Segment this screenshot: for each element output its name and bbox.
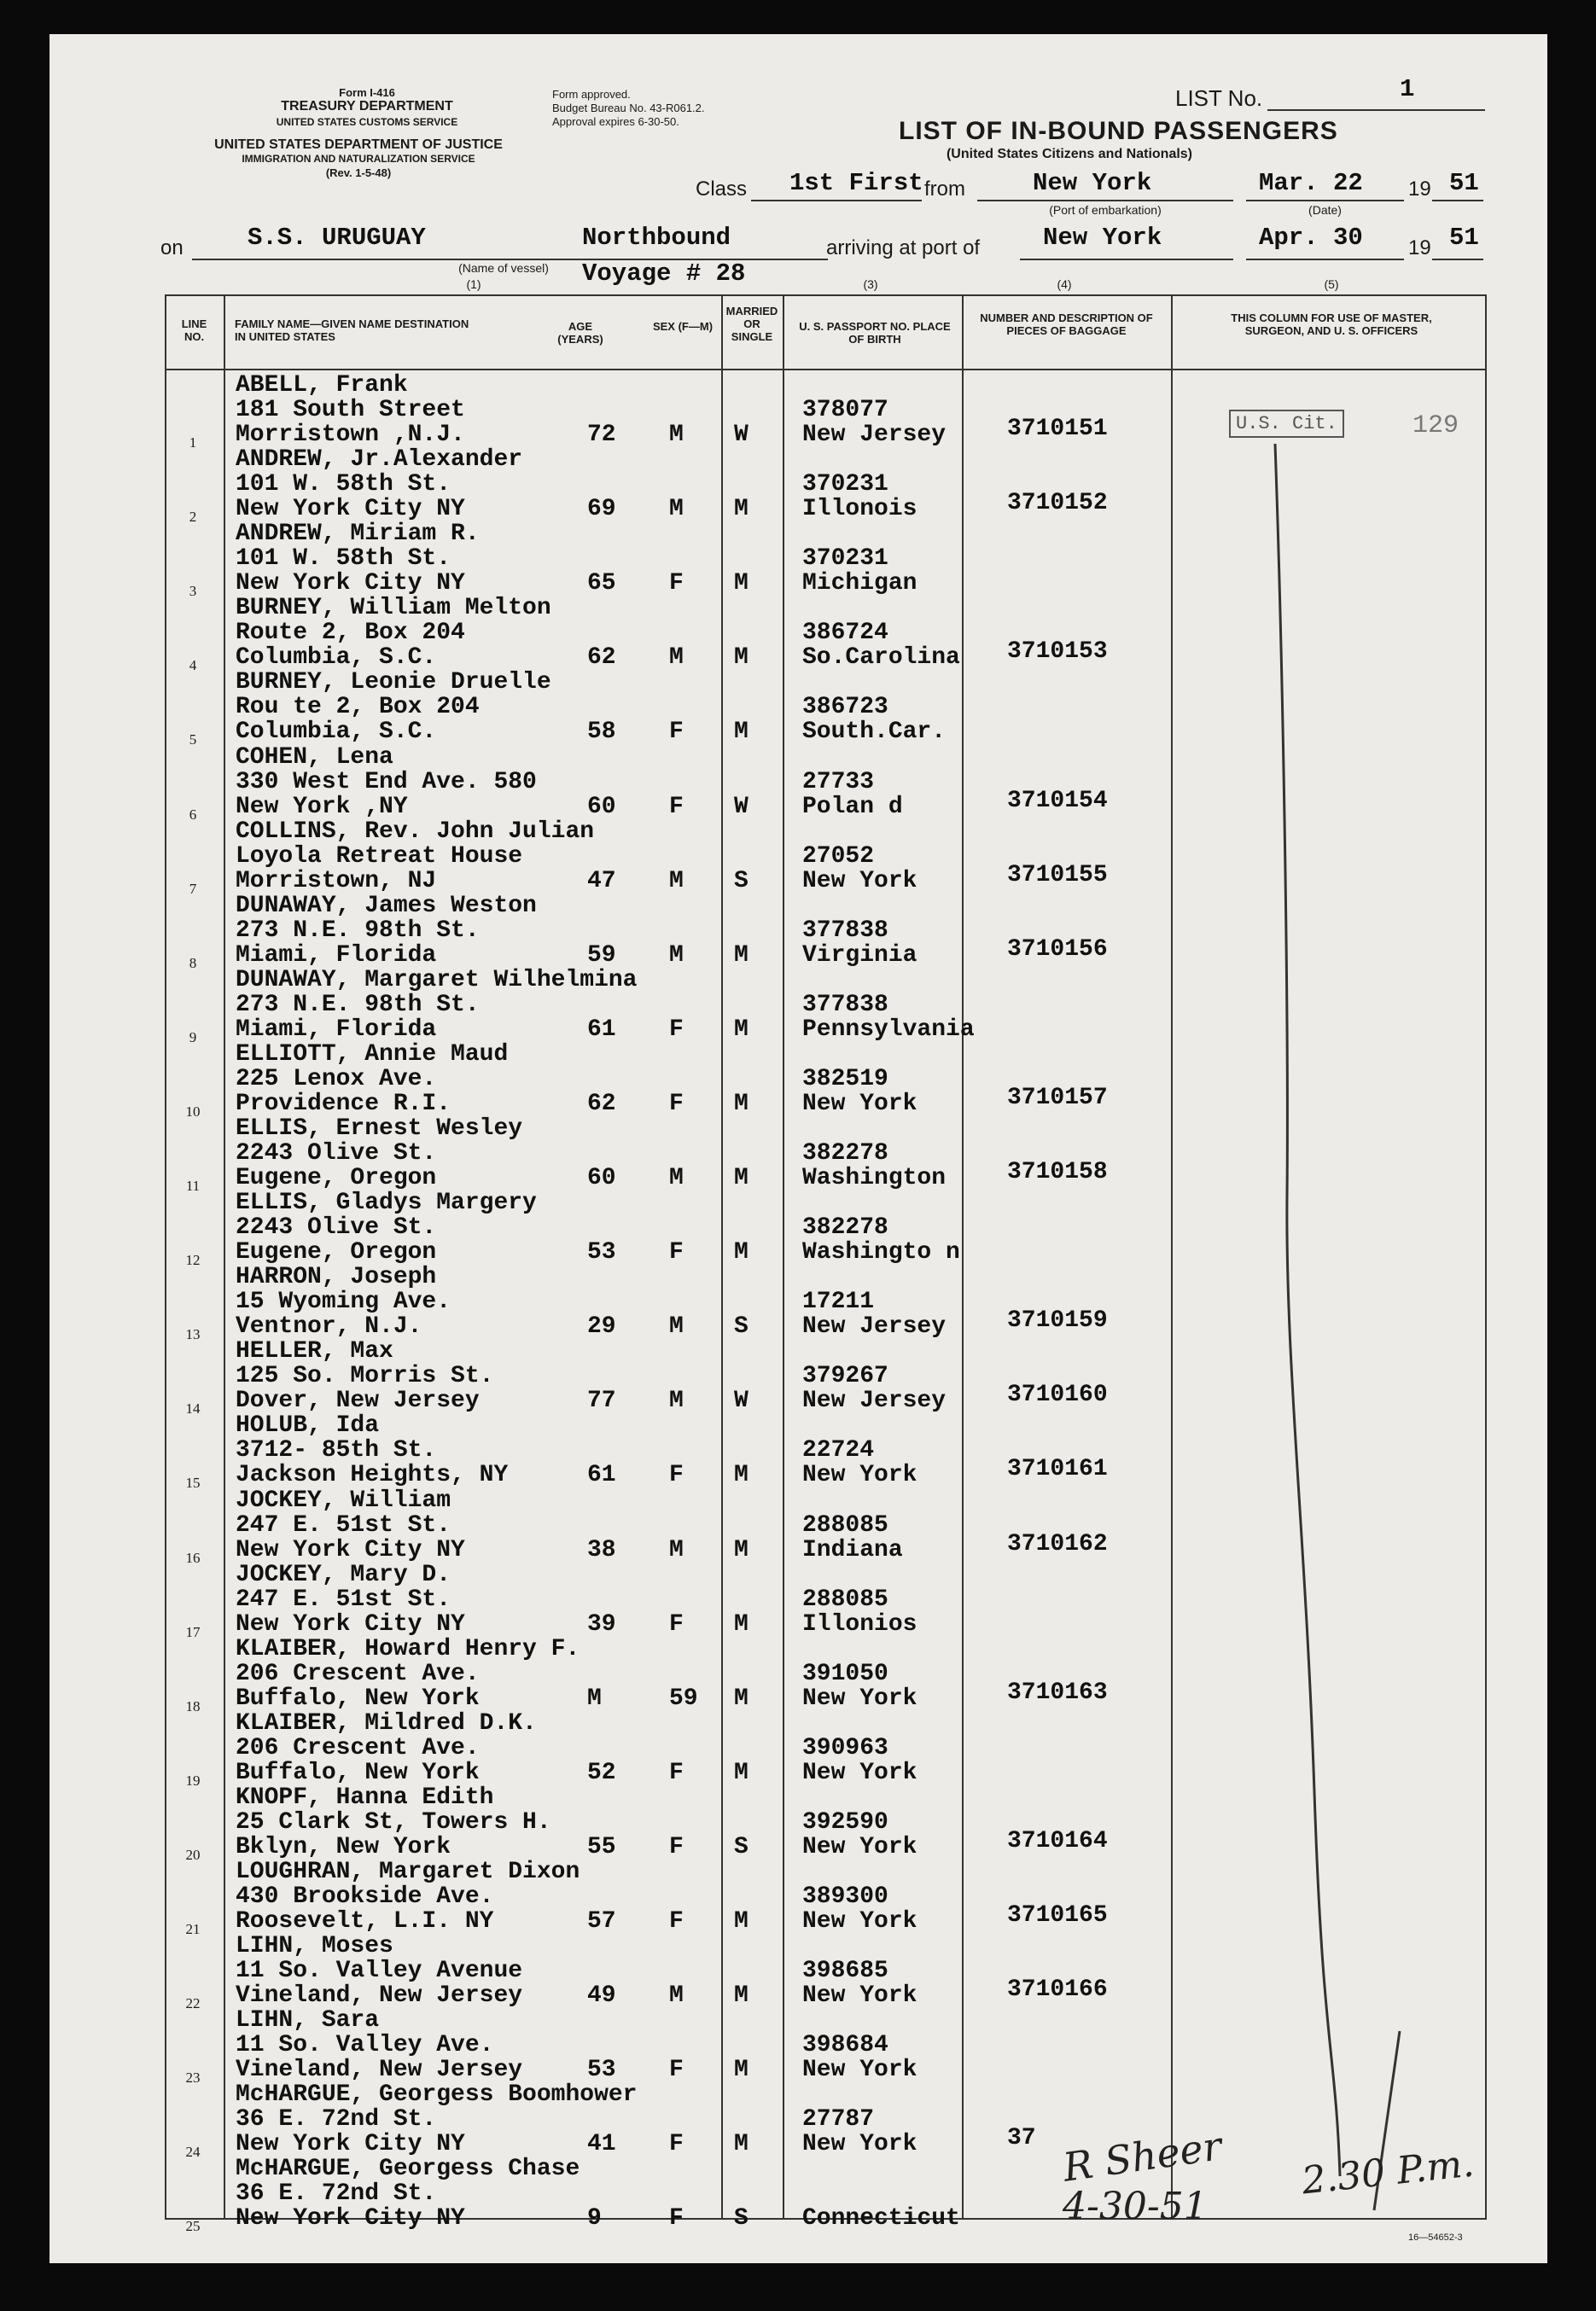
passenger-name: COLLINS, Rev. John Julian <box>236 818 595 845</box>
place-of-birth: New Jersey <box>802 422 947 448</box>
marital-status: S <box>734 868 748 894</box>
vessel-caption: (Name of vessel) <box>458 261 549 275</box>
baggage-number: 3710160 <box>1007 1382 1108 1408</box>
age: 52 <box>587 1760 616 1786</box>
age: 57 <box>587 1908 616 1935</box>
passenger-name: DUNAWAY, James Weston <box>236 893 537 919</box>
baggage-number: 3710157 <box>1007 1085 1108 1111</box>
age: 55 <box>587 1834 616 1860</box>
address-line-1: 273 N.E. 98th St. <box>236 992 480 1018</box>
marital-status: M <box>734 2131 748 2157</box>
arrival-date: Apr. 30 <box>1259 224 1363 252</box>
passenger-name: ANDREW, Jr.Alexander <box>236 446 523 473</box>
place-of-birth: Washington <box>802 1165 947 1191</box>
passport-number: 386723 <box>802 694 888 720</box>
passport-number: 382278 <box>802 1214 888 1241</box>
address-line-1: 273 N.E. 98th St. <box>236 917 480 944</box>
date-caption: (Date) <box>1308 203 1342 217</box>
address-line-1: 11 So. Valley Avenue <box>236 1958 523 1984</box>
address-line-1: 206 Crescent Ave. <box>236 1661 480 1687</box>
marital-status: M <box>734 1685 748 1712</box>
baggage-number: 3710154 <box>1007 788 1108 814</box>
address-line-2: Morristown, NJ <box>236 868 437 894</box>
voyage-number: Voyage # 28 <box>582 259 746 288</box>
passport-number: 27733 <box>802 769 875 795</box>
header-age: AGE (YEARS) <box>557 320 603 346</box>
place-of-birth: New York <box>802 1834 917 1860</box>
passenger-name: ANDREW, Miriam R. <box>236 521 480 547</box>
baggage-number: 3710159 <box>1007 1307 1108 1334</box>
age: 47 <box>587 868 616 894</box>
sex: F <box>669 1760 684 1786</box>
address-line-1: Loyola Retreat House <box>236 843 523 870</box>
passport-number: 379267 <box>802 1363 888 1389</box>
age: 65 <box>587 570 616 597</box>
place-of-birth: New York <box>802 1982 917 2009</box>
line-number: 12 <box>185 1252 201 1268</box>
line-number: 17 <box>185 1624 201 1640</box>
marital-status: M <box>734 570 748 597</box>
direction: Northbound <box>582 224 731 252</box>
sex: M <box>669 942 684 969</box>
header-married: MARRIED OR SINGLE <box>725 305 778 343</box>
place-of-birth: Polan d <box>802 794 903 820</box>
line-number: 8 <box>189 955 197 971</box>
address-line-1: 101 W. 58th St. <box>236 545 451 572</box>
sex: M <box>669 1388 684 1414</box>
marital-status: M <box>734 1239 748 1266</box>
place-of-birth: New York <box>802 1462 917 1488</box>
form-subtitle: (United States Citizens and Nationals) <box>946 147 1193 161</box>
place-of-birth: New York <box>802 1908 917 1935</box>
passenger-name: McHARGUE, Georgess Boomhower <box>236 2081 638 2108</box>
marital-status: M <box>734 1165 748 1191</box>
passenger-name: COHEN, Lena <box>236 744 393 771</box>
sex: F <box>669 2205 684 2232</box>
from-port: New York <box>1033 169 1152 197</box>
officer-signature: R Sheer <box>1060 2122 1225 2191</box>
age: 53 <box>587 2057 616 2083</box>
rev-date: (Rev. 1-5-48) <box>325 166 392 179</box>
passenger-name: LOUGHRAN, Margaret Dixon <box>236 1859 580 1885</box>
place-of-birth: New York <box>802 1685 917 1712</box>
citizen-stamp: U.S. Cit. <box>1229 410 1344 438</box>
address-line-2: Providence R.I. <box>236 1091 451 1117</box>
age: 60 <box>587 1165 616 1191</box>
address-line-2: New York City NY <box>236 2205 465 2232</box>
line-number: 10 <box>185 1103 201 1120</box>
age: 49 <box>587 1982 616 2009</box>
address-line-1: Rou te 2, Box 204 <box>236 694 480 720</box>
sex: M <box>669 1165 684 1191</box>
passport-number: 22724 <box>802 1437 875 1464</box>
passenger-name: ELLIOTT, Annie Maud <box>236 1041 509 1068</box>
embarkation-date: Mar. 22 <box>1259 169 1363 197</box>
address-line-1: 206 Crescent Ave. <box>236 1735 480 1761</box>
header-sex: SEX (F—M) <box>652 320 714 333</box>
passenger-name: ABELL, Frank <box>236 372 408 399</box>
address-line-2: New York City NY <box>236 2131 465 2157</box>
line-number: 13 <box>185 1326 201 1342</box>
marital-status: M <box>734 942 748 969</box>
line-number: 6 <box>189 806 197 823</box>
address-line-2: Columbia, S.C. <box>236 719 437 745</box>
on-label: on <box>160 236 183 259</box>
treasury-dept: TREASURY DEPARTMENT <box>281 99 453 114</box>
port-embarkation-caption: (Port of embarkation) <box>1049 203 1162 217</box>
age: 62 <box>587 1091 616 1117</box>
place-of-birth: New York <box>802 1091 917 1117</box>
header-passport: U. S. PASSPORT NO. PLACE OF BIRTH <box>799 320 951 346</box>
line-number: 15 <box>185 1475 201 1491</box>
address-line-2: Buffalo, New York <box>236 1760 480 1786</box>
address-line-1: Route 2, Box 204 <box>236 620 465 646</box>
baggage-number: 3710164 <box>1007 1828 1108 1854</box>
passenger-name: HELLER, Max <box>236 1338 393 1365</box>
passport-number: 377838 <box>802 917 888 944</box>
passport-number: 389300 <box>802 1883 888 1910</box>
approval-expires: Approval expires 6-30-50. <box>552 115 679 128</box>
arriving-label: arriving at port of <box>826 236 981 259</box>
place-of-birth: New York <box>802 1760 917 1786</box>
sex: M <box>669 422 684 448</box>
passport-number: 390963 <box>802 1735 888 1761</box>
age: 59 <box>587 942 616 969</box>
address-line-2: New York City NY <box>236 1611 465 1638</box>
sex: M <box>669 496 684 522</box>
sex: F <box>669 1834 684 1860</box>
address-line-1: 2243 Olive St. <box>236 1140 437 1167</box>
vessel-name: S.S. URUGUAY <box>248 224 426 252</box>
place-of-birth: Virginia <box>802 942 917 969</box>
address-line-2: New York City NY <box>236 496 465 522</box>
age: 62 <box>587 644 616 671</box>
line-number: 18 <box>185 1698 201 1714</box>
line-number: 24 <box>185 2144 201 2160</box>
line-number: 21 <box>185 1921 201 1937</box>
line-number: 19 <box>185 1773 201 1789</box>
age: 38 <box>587 1537 616 1563</box>
sex: F <box>669 2131 684 2157</box>
marital-status: W <box>734 1388 748 1414</box>
age: 61 <box>587 1016 616 1043</box>
line-number: 23 <box>185 2069 201 2086</box>
address-line-2: Vineland, New Jersey <box>236 2057 523 2083</box>
line-number: 16 <box>185 1550 201 1566</box>
line-number: 1 <box>189 434 197 451</box>
passenger-name: HARRON, Joseph <box>236 1264 437 1290</box>
passport-number: 27787 <box>802 2106 875 2133</box>
age: 60 <box>587 794 616 820</box>
arrival-year: 51 <box>1449 224 1479 252</box>
age: M <box>587 1685 602 1712</box>
marital-status: M <box>734 1091 748 1117</box>
address-line-1: 25 Clark St, Towers H. <box>236 1809 551 1836</box>
marital-status: W <box>734 794 748 820</box>
address-line-2: Morristown ,N.J. <box>236 422 465 448</box>
address-line-1: 247 E. 51st St. <box>236 1586 451 1613</box>
baggage-number: 3710158 <box>1007 1159 1108 1185</box>
sex: F <box>669 1462 684 1488</box>
passenger-name: JOCKEY, William <box>236 1487 451 1514</box>
line-number: 2 <box>189 509 197 525</box>
address-line-1: 181 South Street <box>236 397 465 423</box>
sex: F <box>669 794 684 820</box>
address-line-2: Miami, Florida <box>236 1016 437 1043</box>
passenger-name: HOLUB, Ida <box>236 1412 380 1439</box>
age: 53 <box>587 1239 616 1266</box>
place-of-birth: Connecticut <box>802 2205 960 2232</box>
marital-status: S <box>734 2205 748 2232</box>
baggage-number: 3710162 <box>1007 1531 1108 1557</box>
age: 58 <box>587 719 616 745</box>
place-of-birth: Pennsylvania <box>802 1016 975 1043</box>
passenger-name: DUNAWAY, Margaret Wilhelmina <box>236 967 638 993</box>
footer-code: 16—54652-3 <box>1408 2232 1463 2243</box>
marital-status: M <box>734 644 748 671</box>
passport-number: 288085 <box>802 1512 888 1539</box>
sex: F <box>669 1016 684 1043</box>
age: 72 <box>587 422 616 448</box>
passport-number: 382519 <box>802 1066 888 1092</box>
marital-status: S <box>734 1313 748 1340</box>
address-line-2: Columbia, S.C. <box>236 644 437 671</box>
baggage-number: 3710155 <box>1007 862 1108 888</box>
budget-bureau: Budget Bureau No. 43-R061.2. <box>552 102 705 114</box>
place-of-birth: So.Carolina <box>802 644 960 671</box>
header-baggage: NUMBER AND DESCRIPTION OF PIECES OF BAGGAGE <box>980 311 1153 337</box>
baggage-number: 3710156 <box>1007 936 1108 963</box>
age: 41 <box>587 2131 616 2157</box>
passport-number: 398684 <box>802 2032 888 2058</box>
line-number: 4 <box>189 657 197 673</box>
baggage-number: 3710163 <box>1007 1679 1108 1706</box>
place-of-birth: New York <box>802 2057 917 2083</box>
baggage-number: 3710166 <box>1007 1976 1108 2003</box>
place-of-birth: New York <box>802 2131 917 2157</box>
list-no-label: LIST No. <box>1175 85 1263 111</box>
place-of-birth: New Jersey <box>802 1388 947 1414</box>
line-number: 9 <box>189 1029 197 1045</box>
passenger-name: KNOPF, Hanna Edith <box>236 1784 494 1811</box>
sex: F <box>669 1908 684 1935</box>
passport-number: 378077 <box>802 397 888 423</box>
sex: F <box>669 2057 684 2083</box>
baggage-number: 3710151 <box>1007 416 1108 442</box>
line-number: 7 <box>189 881 197 897</box>
form-title: LIST OF IN-BOUND PASSENGERS <box>899 117 1338 145</box>
caption-5: (5) <box>1324 277 1339 291</box>
passenger-name: BURNEY, William Melton <box>236 595 551 621</box>
marital-status: M <box>734 1908 748 1935</box>
baggage-number: 3710165 <box>1007 1902 1108 1929</box>
place-of-birth: New York <box>802 868 917 894</box>
passport-number: 27052 <box>802 843 875 870</box>
passenger-name: LIHN, Sara <box>236 2007 380 2034</box>
marital-status: M <box>734 719 748 745</box>
address-line-2: Dover, New Jersey <box>236 1388 480 1414</box>
marital-status: S <box>734 1834 748 1860</box>
passenger-name: BURNEY, Leonie Druelle <box>236 669 551 696</box>
place-of-birth: New Jersey <box>802 1313 947 1340</box>
place-of-birth: Illonois <box>802 496 917 522</box>
address-line-1: 15 Wyoming Ave. <box>236 1289 451 1315</box>
marital-status: M <box>734 1537 748 1563</box>
line-number: 5 <box>189 731 197 748</box>
address-line-1: 36 E. 72nd St. <box>236 2106 437 2133</box>
place-of-birth: Indiana <box>802 1537 903 1563</box>
sex: F <box>669 570 684 597</box>
sex: M <box>669 1982 684 2009</box>
sex: F <box>669 1611 684 1638</box>
address-line-2: Bklyn, New York <box>236 1834 451 1860</box>
arrival-port: New York <box>1043 224 1162 252</box>
sex: M <box>669 644 684 671</box>
age: 39 <box>587 1611 616 1638</box>
address-line-1: 3712- 85th St. <box>236 1437 437 1464</box>
passport-number: 398685 <box>802 1958 888 1984</box>
age: 61 <box>587 1462 616 1488</box>
address-line-1: 247 E. 51st St. <box>236 1512 451 1539</box>
passport-number: 370231 <box>802 471 888 498</box>
address-line-2: New York City NY <box>236 1537 465 1563</box>
caption-4: (4) <box>1057 277 1072 291</box>
sex: F <box>669 1091 684 1117</box>
place-of-birth: Washingto n <box>802 1239 960 1266</box>
address-line-2: New York ,NY <box>236 794 408 820</box>
passenger-name: KLAIBER, Mildred D.K. <box>236 1710 537 1737</box>
address-line-1: 225 Lenox Ave. <box>236 1066 437 1092</box>
address-line-2: New York City NY <box>236 570 465 597</box>
line-number: 20 <box>185 1847 201 1863</box>
signature-date: 4-30-51 <box>1063 2185 1208 2228</box>
marital-status: W <box>734 422 748 448</box>
caption-1: (1) <box>466 277 481 291</box>
passport-number: 370231 <box>802 545 888 572</box>
sex: F <box>669 719 684 745</box>
class-value: 1st First <box>789 169 923 197</box>
passenger-name: ELLIS, Gladys Margery <box>236 1190 537 1216</box>
year-prefix: 19 <box>1408 178 1431 201</box>
marital-status: M <box>734 1982 748 2009</box>
sex: 59 <box>669 1685 698 1712</box>
sex: M <box>669 1313 684 1340</box>
address-line-1: 330 West End Ave. 580 <box>236 769 537 795</box>
line-number: 3 <box>189 583 197 599</box>
baggage-number: 3710152 <box>1007 490 1108 516</box>
age: 77 <box>587 1388 616 1414</box>
address-line-1: 11 So. Valley Ave. <box>236 2032 494 2058</box>
marital-status: M <box>734 2057 748 2083</box>
line-number: 11 <box>185 1178 201 1194</box>
passport-number: 392590 <box>802 1809 888 1836</box>
address-line-2: Eugene, Oregon <box>236 1165 437 1191</box>
address-line-1: 36 E. 72nd St. <box>236 2180 437 2207</box>
address-line-1: 125 So. Morris St. <box>236 1363 494 1389</box>
place-of-birth: Illonios <box>802 1611 917 1638</box>
address-line-2: Roosevelt, L.I. NY <box>236 1908 494 1935</box>
stamp-number: 129 <box>1413 411 1459 440</box>
passport-number: 382278 <box>802 1140 888 1167</box>
list-no-value: 1 <box>1400 75 1415 103</box>
caption-3: (3) <box>863 277 878 291</box>
age: 9 <box>587 2205 602 2232</box>
baggage-number: 3710153 <box>1007 638 1108 665</box>
sex: M <box>669 1537 684 1563</box>
line-number: 22 <box>185 1995 201 2011</box>
header-name: FAMILY NAME—GIVEN NAME DESTINATION IN UNITED STATES <box>235 317 469 343</box>
marital-status: M <box>734 496 748 522</box>
baggage-number: 3710161 <box>1007 1456 1108 1482</box>
address-line-2: Vineland, New Jersey <box>236 1982 523 2009</box>
address-line-2: Jackson Heights, NY <box>236 1462 509 1488</box>
passenger-name: LIHN, Moses <box>236 1933 393 1959</box>
signature-time: 2.30 P.m. <box>1299 2141 1477 2203</box>
address-line-1: 430 Brookside Ave. <box>236 1883 494 1910</box>
form-id: Form I-416 <box>339 86 395 99</box>
header-line-no: LINE NO. <box>181 317 207 343</box>
year-prefix-2: 19 <box>1408 236 1431 259</box>
address-line-2: Ventnor, N.J. <box>236 1313 422 1340</box>
address-line-2: Miami, Florida <box>236 942 437 969</box>
passenger-name: ELLIS, Ernest Wesley <box>236 1115 523 1142</box>
form-approved: Form approved. <box>552 88 631 101</box>
place-of-birth: South.Car. <box>802 719 947 745</box>
age: 29 <box>587 1313 616 1340</box>
passenger-name: McHARGUE, Georgess Chase <box>236 2156 580 2182</box>
ins-service: IMMIGRATION AND NATURALIZATION SERVICE <box>242 153 475 165</box>
address-line-1: 101 W. 58th St. <box>236 471 451 498</box>
from-label: from <box>924 178 965 201</box>
baggage-number: 37 <box>1007 2125 1036 2151</box>
passenger-name: JOCKEY, Mary D. <box>236 1562 451 1588</box>
sex: M <box>669 868 684 894</box>
marital-status: M <box>734 1760 748 1786</box>
passport-number: 377838 <box>802 992 888 1018</box>
address-line-2: Eugene, Oregon <box>236 1239 437 1266</box>
passport-number: 17211 <box>802 1289 875 1315</box>
header-officers: THIS COLUMN FOR USE OF MASTER, SURGEON, AND U. S. OFFICERS <box>1231 311 1432 337</box>
marital-status: M <box>734 1016 748 1043</box>
line-number: 25 <box>185 2218 201 2234</box>
passenger-name: KLAIBER, Howard Henry F. <box>236 1636 580 1662</box>
passport-number: 288085 <box>802 1586 888 1613</box>
justice-dept: UNITED STATES DEPARTMENT OF JUSTICE <box>214 137 503 152</box>
marital-status: M <box>734 1462 748 1488</box>
place-of-birth: Michigan <box>802 570 917 597</box>
officer-check-line <box>1255 427 1459 2219</box>
class-label: Class <box>696 178 748 201</box>
passport-number: 386724 <box>802 620 888 646</box>
line-number: 14 <box>185 1400 201 1417</box>
age: 69 <box>587 496 616 522</box>
marital-status: M <box>734 1611 748 1638</box>
passport-number: 391050 <box>802 1661 888 1687</box>
sex: F <box>669 1239 684 1266</box>
year-value: 51 <box>1449 169 1479 197</box>
address-line-2: Buffalo, New York <box>236 1685 480 1712</box>
address-line-1: 2243 Olive St. <box>236 1214 437 1241</box>
customs-service: UNITED STATES CUSTOMS SERVICE <box>276 116 458 128</box>
